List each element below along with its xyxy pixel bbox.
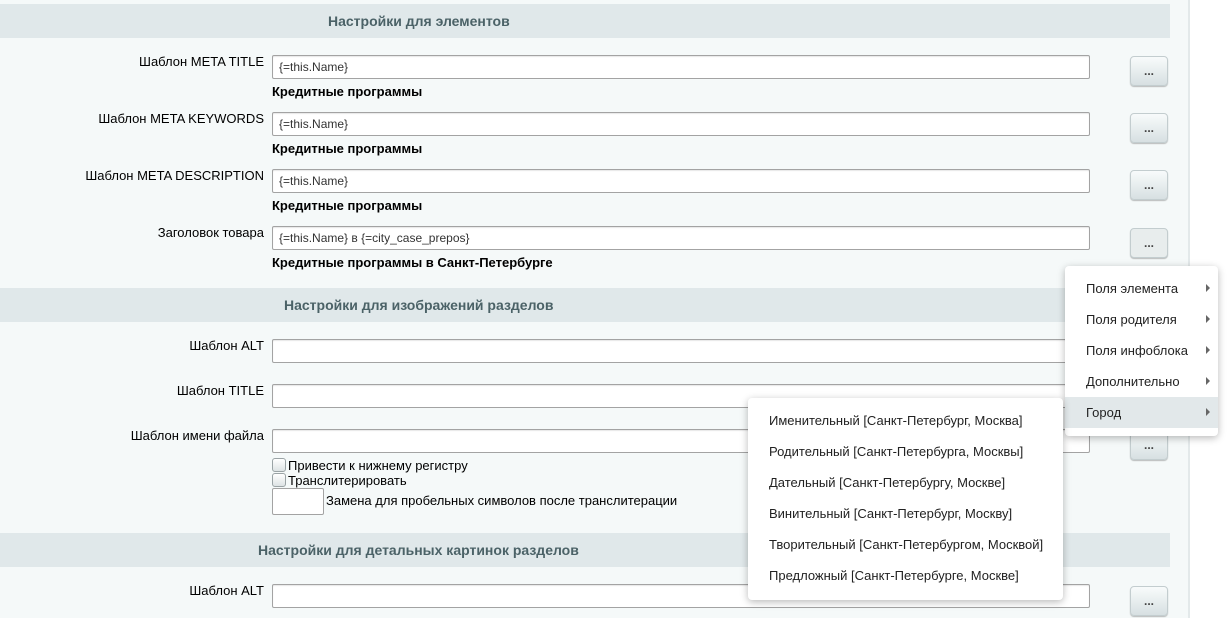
submenu-arrow-icon: [1206, 377, 1210, 385]
submenu-item-instrumental[interactable]: [748, 529, 1063, 560]
submenu-item-label: Родительный [Санкт-Петербурга, Москвы]: [769, 444, 1024, 459]
meta-description-input[interactable]: [272, 169, 1090, 193]
submenu-item-label: Дательный [Санкт-Петербургу, Москве]: [769, 475, 1006, 490]
space-replace-label: Замена для пробельных символов после транслитерации: [326, 493, 678, 508]
meta-title-label: Шаблон META TITLE: [139, 54, 264, 69]
section-title: Настройки для элементов: [328, 13, 510, 29]
product-title-input[interactable]: [272, 226, 1090, 250]
submenu-arrow-icon: [1206, 284, 1210, 292]
meta-title-input[interactable]: [272, 55, 1090, 79]
submenu-item-label: Винительный [Санкт-Петербург, Москву]: [769, 506, 1013, 521]
submenu-item-label: Именительный [Санкт-Петербург, Москва]: [769, 413, 1023, 428]
detail-alt-label: Шаблон ALT: [189, 583, 264, 598]
macro-menu: [1065, 266, 1218, 436]
image-alt-label: Шаблон ALT: [189, 338, 264, 353]
submenu-item-genitive[interactable]: [748, 436, 1063, 467]
meta-keywords-macro-button[interactable]: ...: [1130, 113, 1168, 143]
translit-checkbox[interactable]: [272, 473, 286, 487]
image-filename-macro-button[interactable]: ...: [1130, 430, 1168, 460]
meta-keywords-preview: Кредитные программы: [272, 141, 423, 156]
detail-alt-macro-button[interactable]: ...: [1130, 586, 1168, 616]
meta-description-label: Шаблон META DESCRIPTION: [85, 168, 264, 183]
translit-label: Транслитерировать: [288, 473, 407, 488]
product-title-label: Заголовок товара: [157, 225, 264, 240]
meta-keywords-label: Шаблон META KEYWORDS: [98, 111, 264, 126]
section-header-section-images: [0, 288, 1170, 322]
space-replace-input[interactable]: [272, 488, 324, 515]
image-filename-label: Шаблон имени файла: [130, 428, 264, 443]
submenu-item-label: Предложный [Санкт-Петербурге, Москве]: [769, 568, 1019, 583]
image-title-label: Шаблон TITLE: [176, 383, 264, 398]
menu-item-parent-fields[interactable]: [1065, 304, 1218, 335]
section-title: Настройки для детальных картинок разделов: [258, 542, 579, 558]
product-title-preview: Кредитные программы в Санкт-Петербурге: [272, 255, 553, 270]
menu-item-city[interactable]: [1065, 397, 1218, 428]
section-header-elements: [0, 4, 1170, 38]
menu-item-label: Поля элемента: [1086, 281, 1179, 296]
meta-keywords-input[interactable]: [272, 112, 1090, 136]
submenu-arrow-icon: [1206, 408, 1210, 416]
meta-title-preview: Кредитные программы: [272, 84, 423, 99]
meta-title-macro-button[interactable]: ...: [1130, 56, 1168, 86]
menu-item-additional[interactable]: [1065, 366, 1218, 397]
submenu-item-nominative[interactable]: [748, 405, 1063, 436]
image-alt-input[interactable]: [272, 339, 1090, 363]
submenu-item-label: Творительный [Санкт-Петербургом, Москвой]: [769, 537, 1044, 552]
menu-item-label: Дополнительно: [1086, 374, 1180, 389]
submenu-item-accusative[interactable]: [748, 498, 1063, 529]
submenu-item-dative[interactable]: [748, 467, 1063, 498]
menu-item-iblock-fields[interactable]: [1065, 335, 1218, 366]
menu-item-label: Город: [1086, 405, 1122, 420]
submenu-arrow-icon: [1206, 346, 1210, 354]
menu-item-element-fields[interactable]: [1065, 273, 1218, 304]
product-title-macro-button[interactable]: ...: [1130, 228, 1168, 258]
section-title: Настройки для изображений разделов: [284, 297, 554, 313]
menu-item-label: Поля инфоблока: [1086, 343, 1188, 358]
city-case-submenu: [748, 398, 1063, 600]
meta-description-macro-button[interactable]: ...: [1130, 170, 1168, 200]
submenu-arrow-icon: [1206, 315, 1210, 323]
lowercase-checkbox[interactable]: [272, 458, 286, 472]
lowercase-label: Привести к нижнему регистру: [288, 458, 468, 473]
submenu-item-prepositional[interactable]: [748, 560, 1063, 591]
meta-description-preview: Кредитные программы: [272, 198, 423, 213]
menu-item-label: Поля родителя: [1086, 312, 1177, 327]
